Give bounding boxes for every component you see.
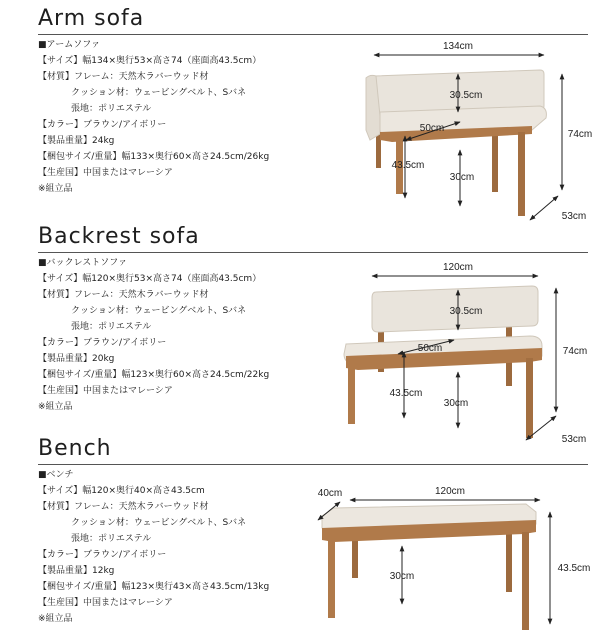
spec-weight: 【製品重量】12kg: [38, 566, 115, 576]
spec-color: 【カラー】ブラウン/アイボリー: [38, 550, 167, 560]
spec-cushion: クッション材：ウェービングベルト、Sバネ: [71, 518, 247, 528]
sofa-leg: [526, 358, 533, 438]
spec-list: [38, 37, 318, 197]
bench-leg: [328, 540, 335, 618]
section-title: Arm sofa: [38, 6, 145, 31]
spec-fabric: 張地：ポリエステル: [71, 534, 152, 544]
spec-size: 【サイズ】幅120×奥行40×高さ43.5cm: [38, 486, 205, 496]
spec-package: 【梱包サイズ/重量】幅123×奥行43×高さ43.5cm/13kg: [38, 582, 270, 592]
dim-clearance: 30cm: [389, 571, 415, 582]
dim-clearance: 30cm: [443, 398, 469, 409]
dim-height: 74cm: [567, 129, 593, 140]
dim-width: 134cm: [442, 41, 474, 52]
spec-cushion: クッション材：ウェービングベルト、Sバネ: [71, 306, 247, 316]
dim-clearance: 30cm: [449, 172, 475, 183]
dim-seat: 50cm: [417, 343, 443, 354]
spec-package: 【梱包サイズ/重量】幅123×奥行60×高さ24.5cm/22kg: [38, 370, 270, 380]
section-title: Bench: [38, 436, 112, 461]
bench-leg: [522, 532, 529, 630]
spec-heading: ■ベンチ: [38, 470, 74, 480]
dim-height: 43.5cm: [557, 563, 591, 574]
dim-width: 120cm: [434, 486, 466, 497]
spec-package: 【梱包サイズ/重量】幅133×奥行60×高さ24.5cm/26kg: [38, 152, 270, 162]
dim-height: 74cm: [562, 346, 588, 357]
spec-material: 【材質】フレーム：天然木ラバーウッド材: [38, 502, 209, 512]
spec-heading: ■アームソファ: [38, 40, 101, 50]
dim-seat-height: 43.5cm: [389, 388, 423, 399]
spec-color: 【カラー】ブラウン/アイボリー: [38, 120, 167, 130]
dim-back: 30.5cm: [449, 306, 483, 317]
section-title: Backrest sofa: [38, 224, 200, 249]
sofa-leg: [492, 132, 498, 192]
spec-weight: 【製品重量】24kg: [38, 136, 115, 146]
spec-size: 【サイズ】幅134×奥行53×高さ74（座面高43.5cm）: [38, 56, 262, 66]
spec-origin: 【生産国】中国またはマレーシア: [38, 386, 173, 396]
spec-assembly: ※組立品: [38, 184, 73, 194]
arm-sofa-diagram: [300, 30, 600, 230]
dim-depth: 53cm: [561, 434, 587, 445]
spec-fabric: 張地：ポリエステル: [71, 322, 152, 332]
spec-material: 【材質】フレーム：天然木ラバーウッド材: [38, 290, 209, 300]
spec-color: 【カラー】ブラウン/アイボリー: [38, 338, 167, 348]
backrest-sofa-diagram: [300, 250, 600, 450]
bench-leg: [506, 526, 512, 592]
bench-diagram: [300, 480, 600, 640]
sofa-leg: [348, 366, 355, 424]
spec-origin: 【生産国】中国またはマレーシア: [38, 168, 173, 178]
spec-cushion: クッション材：ウェービングベルト、Sバネ: [71, 88, 247, 98]
spec-heading: ■バックレストソファ: [38, 258, 128, 268]
dim-seat-height: 43.5cm: [391, 160, 425, 171]
dim-seat: 50cm: [419, 123, 445, 134]
spec-weight: 【製品重量】20kg: [38, 354, 115, 364]
spec-list: [38, 255, 318, 415]
spec-list: [38, 467, 318, 627]
spec-size: 【サイズ】幅120×奥行53×高さ74（座面高43.5cm）: [38, 274, 262, 284]
dim-depth: 40cm: [317, 488, 343, 499]
spec-assembly: ※組立品: [38, 402, 73, 412]
sofa-leg: [518, 132, 525, 216]
dim-depth: 53cm: [561, 211, 587, 222]
spec-assembly: ※組立品: [38, 614, 73, 624]
divider: [38, 464, 588, 465]
dim-width: 120cm: [442, 262, 474, 273]
spec-origin: 【生産国】中国またはマレーシア: [38, 598, 173, 608]
spec-material: 【材質】フレーム：天然木ラバーウッド材: [38, 72, 209, 82]
spec-fabric: 張地：ポリエステル: [71, 104, 152, 114]
dim-back: 30.5cm: [449, 90, 483, 101]
